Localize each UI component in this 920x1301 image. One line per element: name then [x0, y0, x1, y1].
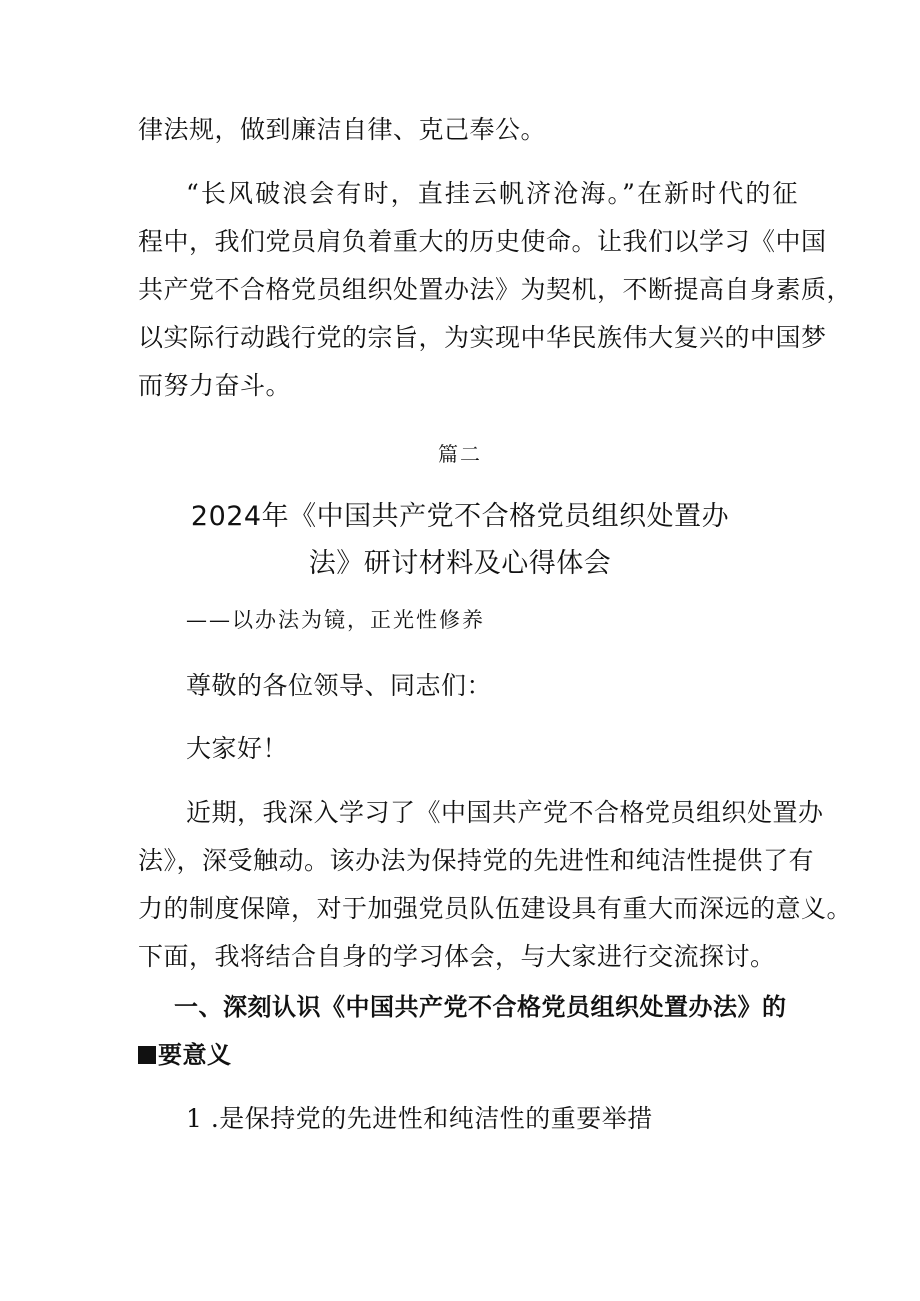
section-heading-line	[138, 1039, 798, 1071]
list-item: 1 .是保持党的先进性和纯洁性的重要举措	[186, 1104, 653, 1133]
document-title-line: 2024年《中国共产党不合格党员组织处置办	[190, 501, 730, 532]
greeting: 尊敬的各位领导、同志们：	[186, 671, 493, 700]
hello-line: 大家好！	[186, 734, 289, 763]
paragraph-line: 以实际行动践行党的宗旨，为实现中华民族伟大复兴的中国梦	[138, 323, 827, 352]
paragraph-line: 律法规，做到廉洁自律、克己奉公。	[138, 115, 547, 144]
paragraph-line: 而努力奋斗。	[138, 371, 292, 400]
section-label: 篇二	[438, 442, 482, 466]
paragraph-line: 程中，我们党员肩负着重大的历史使命。让我们以学习《中国	[138, 227, 827, 256]
paragraph-line: 近期，我深入学习了《中国共产党不合格党员组织处置办	[186, 798, 824, 827]
section-heading-line: 一、深刻认识《中国共产党不合格党员组织处置办法》的	[174, 993, 787, 1021]
document-subtitle: ——以办法为镜，正光性修养	[186, 608, 485, 632]
paragraph-line: 力的制度保障，对于加强党员队伍建设具有重大而深远的意义。	[138, 894, 853, 923]
paragraph-line: 下面，我将结合自身的学习体会，与大家进行交流探讨。	[138, 942, 776, 971]
paragraph-line: 共产党不合格党员组织处置办法》为契机，不断提高自身素质，	[138, 275, 853, 304]
section-heading-text: 要意义	[158, 1041, 232, 1069]
paragraph-line: 法》，深受触动。该办法为保持党的先进性和纯洁性提供了有	[138, 846, 815, 875]
square-bullet-icon	[138, 1046, 156, 1064]
paragraph-line: “长风破浪会有时，直挂云帆济沧海。”在新时代的征	[186, 179, 798, 208]
document-title-line: 法》研讨材料及心得体会	[308, 548, 612, 579]
